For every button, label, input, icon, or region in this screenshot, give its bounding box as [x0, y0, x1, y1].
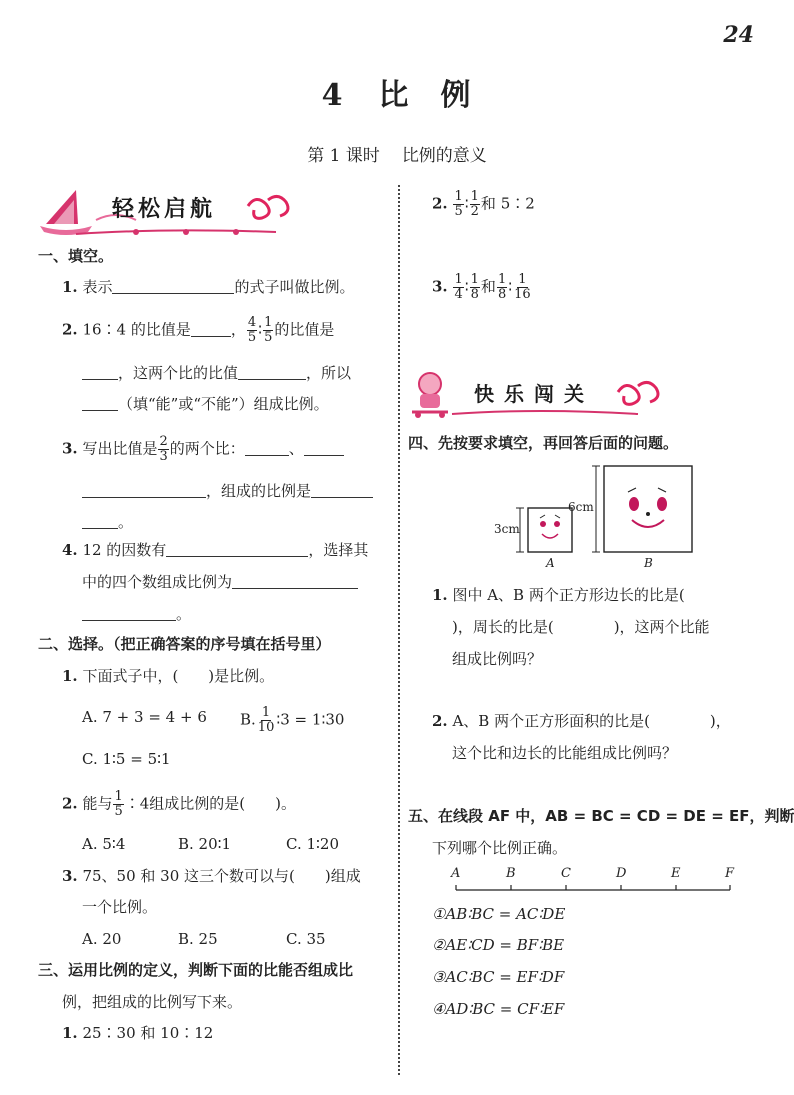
answer-blank[interactable] [82, 604, 176, 621]
fraction-numerator: 1 [470, 272, 479, 287]
answer-blank[interactable] [166, 540, 308, 557]
lesson-subtitle [0, 141, 794, 166]
lesson-number: 第 1 课时 [307, 146, 380, 166]
column-divider [398, 185, 400, 1075]
s2-q1-option-b[interactable] [240, 706, 344, 735]
s1-q4-text-l3: 。 [176, 605, 192, 623]
s2-q3-option-b[interactable]: B. 25 [178, 930, 218, 948]
s2-q3-option-c[interactable]: C. 35 [286, 930, 326, 948]
point-label: D [616, 866, 627, 881]
banner-easy-start-text: 轻松启航 [112, 197, 217, 222]
s4-q1-number: 1. [432, 586, 448, 604]
s3-q1-text: 25∶30 和 10∶12 [82, 1024, 214, 1042]
fraction [247, 316, 257, 345]
s5-option-1[interactable]: ①AB∶BC = AC∶DE [432, 905, 566, 923]
fraction-denominator: 5 [247, 330, 257, 345]
s1-q4-line2 [82, 571, 358, 593]
fraction-numerator: 1 [264, 315, 273, 330]
colon: ∶ [508, 277, 513, 296]
answer-blank[interactable] [304, 439, 344, 456]
s2-q1 [62, 665, 274, 687]
s1-q4-text-b: ，选择其 [308, 541, 369, 559]
s3-q2-number: 2. [432, 194, 448, 213]
colon: ∶ [464, 277, 469, 296]
fraction-numerator: 1 [454, 189, 463, 204]
small-square-side-label: 3cm [494, 522, 520, 536]
s2-q2-option-c[interactable]: C. 1∶20 [286, 835, 340, 853]
square-faces-diagram [490, 464, 700, 576]
fraction-numerator: 1 [470, 189, 479, 204]
fraction-numerator: 1 [114, 789, 123, 804]
s1-q4-line1 [62, 539, 368, 561]
s2-q2 [62, 790, 296, 819]
segment-af-diagram [446, 866, 746, 900]
point-label: B [506, 866, 516, 881]
s1-q2-comma: ， [230, 320, 246, 339]
s1-q2-text-a: 16∶4 的比值是 [82, 320, 191, 339]
s1-q3-text-c: 、 [288, 439, 304, 458]
s1-q4-number: 4. [62, 541, 78, 559]
chapter-title [0, 70, 794, 114]
colon: ∶ [258, 320, 263, 339]
fraction-denominator: 5 [114, 804, 123, 819]
fraction [470, 273, 480, 302]
s2-q3-number: 3. [62, 867, 78, 885]
s1-q3-text-a: 写出比值是 [82, 439, 158, 458]
s2-q1-option-c[interactable]: C. 1∶5 = 5∶1 [82, 750, 171, 768]
s4-q1-line3: 组成比例吗？ [452, 650, 543, 668]
s2-q2-text-a: 能与 [82, 794, 113, 813]
fraction [513, 273, 532, 302]
s1-q3-text-l3: 。 [118, 513, 134, 531]
s1-q3-line1 [62, 435, 344, 464]
s5-option-4[interactable]: ④AD∶BC = CF∶EF [432, 1000, 565, 1018]
s3-q2 [432, 190, 535, 219]
s1-q2-text-l2b: ，所以 [306, 364, 352, 382]
fraction-denominator: 3 [159, 449, 168, 464]
fraction [113, 790, 123, 819]
point-label: A [451, 866, 461, 881]
s1-q3-line2 [82, 480, 373, 502]
s2-q2-number: 2. [62, 794, 78, 813]
fraction-denominator: 8 [470, 287, 479, 302]
fraction-denominator: 5 [454, 204, 463, 219]
s1-q2-text-l3: （填“能”或“不能”）组成比例。 [118, 395, 329, 413]
section3-heading: 三、运用比例的定义，判断下面的比能否组成比 [38, 961, 354, 979]
line-segment [446, 866, 746, 900]
s1-q4-text-a: 12 的因数有 [82, 541, 167, 559]
s1-q1-text-b: 的式子叫做比例。 [234, 278, 355, 296]
colon: ∶ [464, 194, 469, 213]
s4-q2-number: 2. [432, 712, 448, 730]
square-b-label: B [644, 556, 653, 570]
section3-line2: 例，把组成的比例写下来。 [62, 993, 243, 1011]
squares-figure [490, 464, 700, 576]
page-number: 24 [723, 22, 754, 48]
fraction-numerator: 1 [261, 705, 271, 720]
fraction [158, 435, 168, 464]
s1-q2-text-l2a: ，这两个比的比值 [118, 364, 239, 382]
fraction [263, 316, 273, 345]
lesson-name: 比例的意义 [401, 146, 487, 166]
s4-q2-text-l1: A、B 两个正方形面积的比是( )， [452, 712, 731, 730]
fraction [453, 190, 463, 219]
and-text: 和 [480, 277, 496, 296]
answer-blank[interactable] [82, 512, 118, 529]
s2-q2-text-b: ∶4组成比例的是( )。 [124, 794, 296, 813]
answer-blank[interactable] [191, 320, 231, 337]
fraction-denominator: 5 [264, 330, 273, 345]
s3-q3-number: 3. [432, 277, 448, 296]
s5-option-2[interactable]: ②AE∶CD = BF∶BE [432, 936, 565, 954]
s2-q3-option-a[interactable]: A. 20 [82, 930, 122, 948]
s1-q3-text-l2: ，组成的比例是 [206, 482, 312, 500]
point-label: E [671, 866, 681, 881]
square-a-label: A [546, 556, 555, 570]
section5-heading: 五、在线段 AF 中，AB = BC = CD = DE = EF，判断 [408, 807, 794, 825]
s1-q1 [62, 276, 354, 298]
s3-q3 [432, 273, 533, 302]
fraction [257, 706, 276, 735]
s4-q1-line1 [432, 584, 685, 606]
s1-q2-line1 [62, 316, 334, 345]
s1-q2-line2 [82, 362, 351, 384]
s1-q1-number: 1. [62, 278, 78, 296]
answer-blank[interactable] [82, 394, 118, 411]
banner-easy-start [36, 180, 298, 238]
s1-q4-text-l2: 中的四个数组成比例为 [82, 573, 233, 591]
fraction-numerator: 1 [497, 272, 507, 287]
section4-heading: 四、先按要求填空，再回答后面的问题。 [408, 434, 679, 452]
fraction-numerator: 1 [454, 272, 463, 287]
fraction-denominator: 2 [470, 204, 479, 219]
s2-q1-number: 1. [62, 667, 78, 685]
chapter-number: 4 [321, 78, 345, 113]
s2-q1-text: 下面式子中，( )是比例。 [82, 667, 275, 685]
option-letter: B. [240, 710, 256, 729]
s4-q2-line2: 这个比和边长的比能组成比例吗？ [452, 744, 678, 762]
section2-heading: 二、选择。（把正确答案的序号填在括号里） [38, 635, 331, 653]
answer-blank[interactable] [245, 439, 289, 456]
banner-happy-challenge [408, 368, 670, 420]
s3-q1 [62, 1022, 213, 1044]
s2-q2-option-a[interactable]: A. 5∶4 [82, 835, 126, 853]
fraction [497, 273, 507, 302]
s4-q1-text-l1: 图中 A、B 两个正方形边长的比是( [452, 586, 685, 604]
chapter-title-char1: 比 [378, 78, 411, 113]
fraction-numerator: 2 [159, 434, 168, 449]
fraction-numerator: 4 [247, 315, 257, 330]
fraction-numerator: 1 [518, 272, 527, 287]
answer-blank[interactable] [238, 363, 306, 380]
answer-blank[interactable] [82, 481, 206, 498]
s2-q3-line2: 一个比例。 [82, 898, 158, 916]
fraction-denominator: 10 [257, 720, 275, 735]
banner-happy-challenge-text: 快乐闯关 [474, 382, 594, 406]
point-label: C [561, 866, 571, 881]
s1-q2-line3 [82, 393, 329, 415]
answer-blank[interactable] [311, 481, 373, 498]
point-label: F [725, 866, 735, 881]
fraction-denominator: 8 [497, 287, 507, 302]
s3-q2-text: 和 5∶2 [480, 194, 535, 213]
s1-q3-text-b: 的两个比： [169, 439, 245, 458]
fraction-denominator: 16 [514, 287, 531, 302]
answer-blank[interactable] [82, 363, 118, 380]
fraction [470, 190, 480, 219]
s1-q1-text-a: 表示 [82, 278, 113, 296]
s1-q3-number: 3. [62, 439, 78, 458]
section5-line2: 下列哪个比例正确。 [432, 839, 568, 857]
big-square-side-label: 6cm [568, 500, 594, 514]
answer-blank[interactable] [112, 277, 234, 294]
s4-q2-line1 [432, 710, 731, 732]
s5-option-3[interactable]: ③AC∶BC = EF∶DF [432, 968, 565, 986]
answer-blank[interactable] [232, 572, 358, 589]
chapter-title-char2: 例 [440, 78, 473, 113]
s2-q3-line1 [62, 865, 361, 887]
s1-q2-number: 2. [62, 320, 78, 339]
s1-q2-text-c: 的比值是 [274, 320, 335, 339]
s4-q1-line2: )，周长的比是( )，这两个比能 [452, 618, 710, 636]
option-text: ∶3 = 1∶30 [276, 710, 345, 729]
s1-q3-line3 [82, 511, 133, 533]
s2-q1-option-a[interactable]: A. 7 + 3 = 4 + 6 [82, 708, 207, 726]
s2-q3-text-l1: 75、50 和 30 这三个数可以与( )组成 [82, 867, 361, 885]
s3-q1-number: 1. [62, 1024, 78, 1042]
section1-heading: 一、填空。 [38, 247, 114, 265]
fraction [453, 273, 463, 302]
s2-q2-option-b[interactable]: B. 20∶1 [178, 835, 232, 853]
fraction-denominator: 4 [454, 287, 463, 302]
s1-q4-line3 [82, 603, 191, 625]
